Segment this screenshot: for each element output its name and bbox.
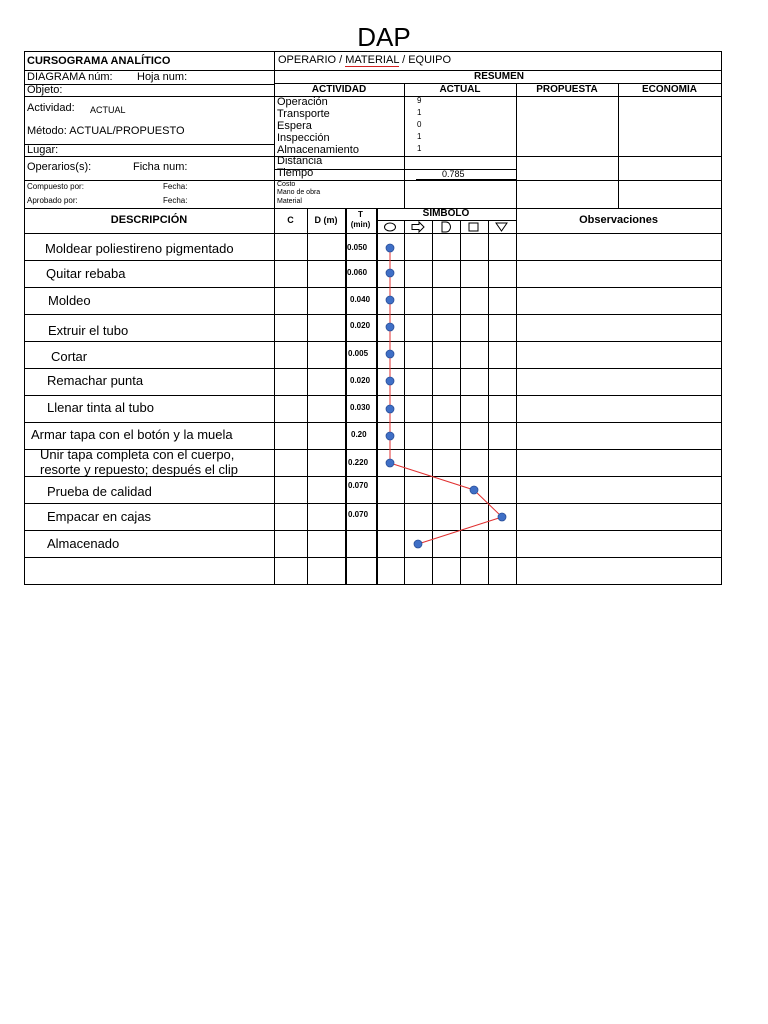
flow-point [386, 323, 394, 331]
row-time: 0.020 [350, 376, 371, 385]
flow-point [386, 296, 394, 304]
row-time: 0.030 [350, 403, 371, 412]
aprobado-label: Aprobado por: [27, 196, 78, 205]
row-time: 0.20 [351, 430, 367, 439]
row-time: 0.020 [350, 321, 371, 330]
flow-point [414, 540, 422, 548]
flow-point [386, 432, 394, 440]
operarios-label: Operarios(s): [27, 161, 92, 173]
flow-point [386, 244, 394, 252]
fecha1-label: Fecha: [163, 182, 188, 191]
col-simbolo: SIMBOLO [422, 208, 470, 219]
resumen-value-espera: 0 [417, 120, 422, 129]
row-description-line1: Unir tapa completa con el cuerpo, [40, 447, 235, 462]
row-description: Prueba de calidad [47, 484, 152, 499]
col-actual: ACTUAL [439, 84, 481, 95]
mano-obra-label: Mano de obra [277, 189, 321, 196]
col-observaciones: Observaciones [579, 214, 658, 226]
row-description: Moldeo [48, 293, 91, 308]
flow-point [386, 269, 394, 277]
flow-point [386, 350, 394, 358]
flow-line [390, 248, 502, 544]
objeto-label: Objeto: [27, 84, 63, 96]
row-description: Almacenado [47, 536, 120, 551]
actividad-label: Actividad: [27, 102, 75, 114]
row-time: 0.060 [347, 268, 368, 277]
compuesto-label: Compuesto por: [27, 182, 84, 191]
row-time: 0.050 [347, 243, 368, 252]
resumen-label-inspeccion: Inspección [277, 132, 330, 144]
flow-point [470, 486, 478, 494]
hoja-label: Hoja num: [137, 71, 188, 83]
row-time: 0.040 [350, 295, 371, 304]
col-economia: ECONOMÍA [642, 84, 697, 95]
tiempo-label: Tiempo [277, 167, 314, 179]
row-description: Moldear poliestireno pigmentado [45, 241, 234, 256]
costo-label: Costo [277, 181, 296, 188]
fecha2-label: Fecha: [163, 196, 188, 205]
row-description: Extruir el tubo [48, 323, 129, 338]
col-actividad: ACTIVIDAD [311, 84, 367, 95]
resumen-label-almacenamiento: Almacenamiento [277, 144, 359, 156]
cursograma-label: CURSOGRAMA ANALÍTICO [27, 55, 171, 67]
col-d: D (m) [314, 215, 338, 225]
col-propuesta: PROPUESTA [536, 84, 598, 95]
resumen-value-transporte: 1 [417, 108, 422, 117]
resumen-value-inspeccion: 1 [417, 132, 422, 141]
row-time: 0.005 [348, 349, 369, 358]
material-cost-label: Material [277, 198, 302, 205]
resumen-label-operacion: Operación [277, 96, 328, 108]
row-time: 0.220 [348, 458, 369, 467]
row-description: Quitar rebaba [46, 266, 126, 281]
row-time: 0.070 [348, 510, 369, 519]
resumen-label-transporte: Transporte [277, 108, 330, 120]
flow-point [386, 377, 394, 385]
equipo-label: / EQUIPO [399, 54, 452, 66]
page-title: DAP [357, 22, 411, 52]
resumen-label-espera: Espera [277, 120, 312, 132]
flow-point [386, 459, 394, 467]
row-description-line2: resorte y repuesto; después el clip [40, 462, 238, 477]
col-t-unit: (min) [350, 220, 371, 229]
resumen-title: RESUMEN [473, 71, 524, 82]
lugar-label: Lugar: [27, 144, 59, 156]
col-t: T [358, 210, 363, 219]
row-description: Armar tapa con el botón y la muela [31, 427, 233, 442]
resumen-value-almacenamiento: 1 [417, 144, 422, 153]
flow-point [386, 405, 394, 413]
row-description: Remachar punta [47, 373, 144, 388]
distancia-label: Distancia [277, 155, 323, 167]
tiempo-value: 0.785 [442, 169, 465, 179]
resumen-value-operacion: 9 [417, 96, 422, 105]
row-description: Llenar tinta al tubo [47, 400, 154, 415]
row-description: Empacar en cajas [47, 509, 152, 524]
actividad-value: ACTUAL [90, 105, 126, 115]
row-description: Cortar [51, 349, 88, 364]
material-label: MATERIAL [345, 54, 400, 66]
col-descripcion: DESCRIPCIÓN [110, 214, 188, 226]
ficha-label: Ficha num: [133, 161, 188, 173]
operario-label: OPERARIO / [278, 54, 346, 66]
flow-point [498, 513, 506, 521]
diagrama-label: DIAGRAMA núm: [27, 71, 113, 83]
row-time: 0.070 [348, 481, 369, 490]
col-c: C [287, 215, 294, 225]
metodo-label: Método: ACTUAL/PROPUESTO [27, 125, 185, 137]
